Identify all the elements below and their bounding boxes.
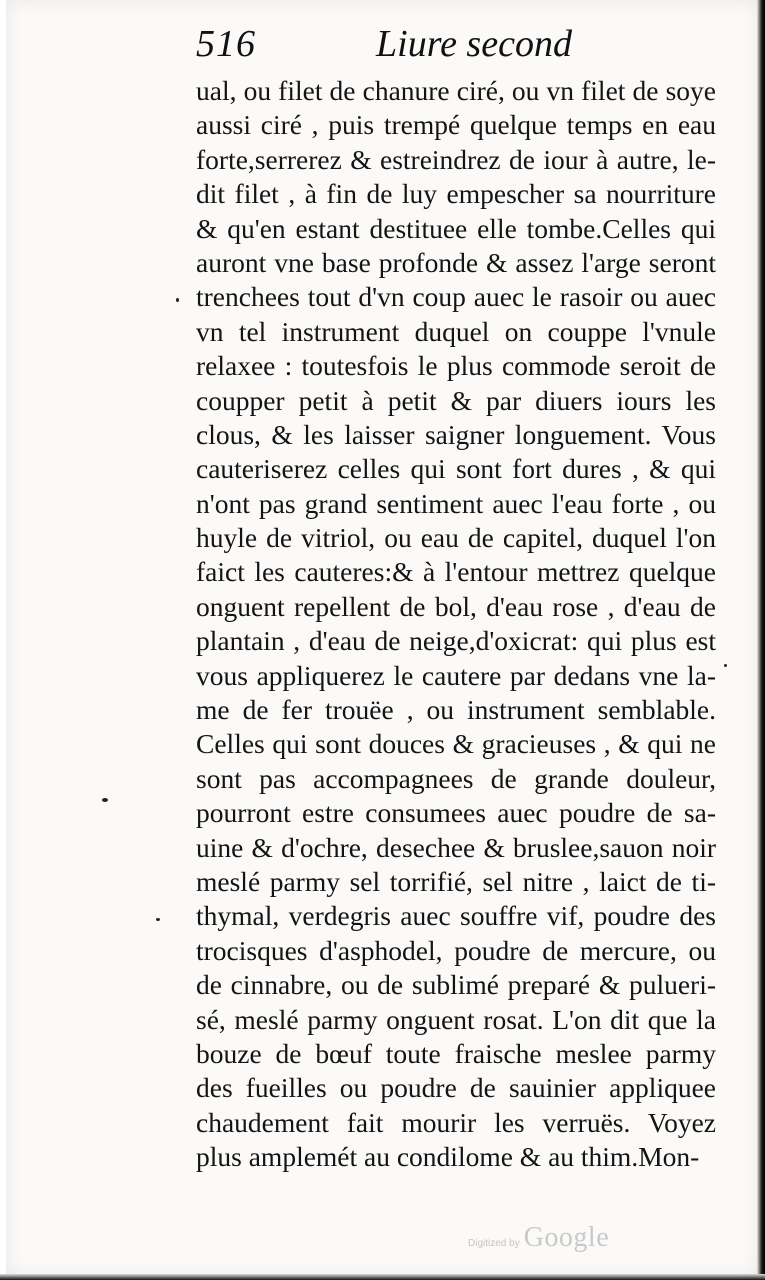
text-line: trenchees tout d'vn coup auec le rasoir ou auec <box>196 281 716 313</box>
text-line: auront vne base profonde & assez l'arge seront <box>196 246 716 278</box>
text-line: n'ont pas grand sentiment auec l'eau forte , ou <box>196 487 716 519</box>
text-line: ual, ou filet de chanure ciré, ou vn filet de soye <box>196 75 716 106</box>
text-line: uine & d'ochre, desechee & bruslee,sauon noir <box>196 831 716 863</box>
digitized-watermark <box>468 1222 609 1254</box>
text-line: relaxee : toutesfois le plus commode seroit de <box>196 350 716 382</box>
text-line: vous appliquerez le cautere par dedans vne la- <box>196 659 716 691</box>
text-line: de cinnabre, ou de sublimé preparé & pulueri- <box>196 969 716 1001</box>
text-line: me de fer trouëe , ou instrument semblable. <box>196 694 716 726</box>
running-head: Liure second <box>376 23 572 65</box>
google-logo: Google <box>523 1222 610 1253</box>
text-line: chaudement fait mourir les verruës. Voyez <box>196 1106 716 1138</box>
text-line: Celles qui sont douces & gracieuses , & qui ne <box>196 728 716 760</box>
text-line: plus amplemét au condilome & au thim.Mon- <box>196 1141 700 1173</box>
text-line: clous, & les laisser saigner longuement. Vous <box>196 418 716 450</box>
text-line: trocisques d'asphodel, poudre de mercure, ou <box>196 934 716 966</box>
text-line: & qu'en estant destituee elle tombe.Celles qui <box>196 212 716 244</box>
text-line: forte,serrerez & estreindrez de iour à autre, le- <box>196 143 716 175</box>
text-line: coupper petit à petit & par diuers iours les <box>196 384 716 416</box>
page-edge-bottom <box>0 1274 765 1280</box>
text-line: sont pas accompagnees de grande douleur, <box>196 762 716 794</box>
text-line: des fueilles ou poudre de sauinier appliquee <box>196 1072 716 1104</box>
scan-speck <box>102 798 108 802</box>
text-line: cauteriserez celles qui sont fort dures , & qui <box>196 453 716 485</box>
scan-speck <box>176 298 179 302</box>
scan-speck <box>156 918 160 921</box>
text-line: sé, meslé parmy onguent rosat. L'on dit que la <box>196 1003 716 1035</box>
scan-speck <box>724 664 727 667</box>
page-header <box>196 22 716 72</box>
text-line: vn tel instrument duquel on couppe l'vnule <box>196 315 716 347</box>
page-edge-shadow <box>757 0 765 1280</box>
text-line: plantain , d'eau de neige,d'oxicrat: qui plus est <box>196 625 716 657</box>
text-line: bouze de bœuf toute fraische meslee parmy <box>196 1037 716 1069</box>
page-number: 516 <box>196 23 256 65</box>
text-line: thymal, verdegris auec souffre vif, poudre des <box>196 900 716 932</box>
text-line: aussi ciré , puis trempé quelque temps en eau <box>196 109 716 141</box>
watermark-prefix: Digitized by <box>468 1238 520 1249</box>
text-line: dit filet , à fin de luy empescher sa nourriture <box>196 178 716 210</box>
body-text <box>196 74 716 1175</box>
text-line: onguent repellent de bol, d'eau rose , d'eau de <box>196 590 716 622</box>
text-line: meslé parmy sel torrifié, sel nitre , laict de ti- <box>196 865 716 897</box>
text-line: pourront estre consumees auec poudre de sa- <box>196 797 716 829</box>
text-line: faict les cauteres:& à l'entour mettrez quelque <box>196 556 716 588</box>
text-line: huyle de vitriol, ou eau de capitel, duquel l'on <box>196 522 716 554</box>
